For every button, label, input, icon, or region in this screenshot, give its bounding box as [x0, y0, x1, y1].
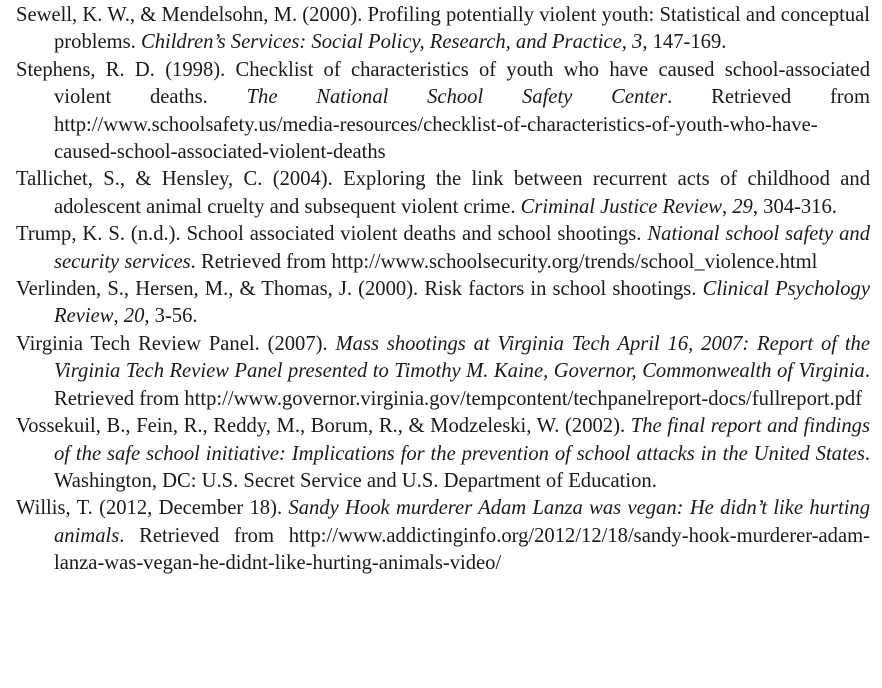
reference-pages: , 304-316.	[752, 195, 837, 218]
reference-entry	[16, 166, 870, 221]
reference-entry	[16, 57, 870, 167]
reference-retrieval: . Retrieved from http://www.schoolsafety.us/media-resources/checklist-of-characteristics-of-youth-who-have-caused-school-associated-violent-deaths	[54, 86, 870, 164]
reference-source-title: Children’s Services: Social Policy, Research, and Practice	[140, 31, 622, 54]
reference-pages: , 3-56.	[144, 305, 198, 328]
reference-entry	[16, 413, 870, 495]
reference-separator: ,	[621, 31, 633, 54]
reference-authors-title: Virginia Tech Review Panel. (2007).	[16, 332, 336, 355]
reference-source-title: The final report and findings of the safe school initiative: Implications for the prevention of school attacks in the United States	[54, 415, 870, 465]
reference-entry	[16, 276, 870, 331]
reference-source-title: Mass shootings at Virginia Tech April 16, 2007: Report of the Virginia Tech Review Panel presented to Timothy M. Kaine, Governor, Commonwealth of Virginia	[54, 332, 870, 383]
reference-source-title: The National School Safety Center	[246, 86, 668, 109]
reference-list	[16, 2, 870, 578]
reference-retrieval: . Retrieved from http://www.governor.virginia.gov/tempcontent/techpanelreport-docs/fullreport.pdf	[54, 360, 870, 410]
reference-entry	[16, 2, 870, 57]
reference-source-title: National school safety and security services	[54, 223, 870, 273]
reference-entry	[16, 495, 870, 577]
reference-authors-title: Willis, T. (2012, December 18).	[16, 497, 289, 520]
reference-authors-title: Sewell, K. W., & Mendelsohn, M. (2000). Profiling potentially violent youth: Statistical and conceptual problems.	[16, 4, 870, 54]
reference-entry	[16, 331, 870, 413]
reference-source-title: Clinical Psychology Review	[54, 278, 870, 328]
reference-authors-title: Vossekuil, B., Fein, R., Reddy, M., Borum, R., & Modzeleski, W. (2002).	[16, 415, 631, 438]
reference-authors-title: Verlinden, S., Hersen, M., & Thomas, J. (2000). Risk factors in school shootings.	[16, 278, 703, 301]
reference-separator: ,	[721, 195, 733, 218]
reference-authors-title: Stephens, R. D. (1998). Checklist of characteristics of youth who have caused school-associated violent deaths.	[16, 58, 870, 109]
reference-entry	[16, 221, 870, 276]
reference-volume: 29	[732, 195, 753, 218]
reference-retrieval: . Retrieved from http://www.schoolsecurity.org/trends/school_violence.html	[190, 250, 818, 273]
reference-source-title: Sandy Hook murderer Adam Lanza was vegan: He didn’t like hurting animals	[54, 497, 871, 547]
reference-retrieval: . Retrieved from http://www.addictinginfo.org/2012/12/18/sandy-hook-murderer-adam-lanza-was-vegan-he-didnt-like-hurting-animals-video/	[54, 524, 870, 575]
reference-authors-title: Trump, K. S. (n.d.). School associated violent deaths and school shootings.	[16, 223, 648, 246]
reference-pages: , 147-169.	[642, 31, 727, 54]
reference-authors-title: Tallichet, S., & Hensley, C. (2004). Exploring the link between recurrent acts of childhood and adolescent animal cruelty and subsequent violent crime.	[16, 168, 870, 218]
reference-source-title: Criminal Justice Review	[520, 195, 722, 218]
reference-publisher: . Washington, DC: U.S. Secret Service and U.S. Department of Education.	[54, 442, 870, 492]
reference-volume: 3	[632, 31, 643, 54]
reference-separator: ,	[113, 305, 124, 328]
reference-volume: 20	[123, 305, 145, 328]
